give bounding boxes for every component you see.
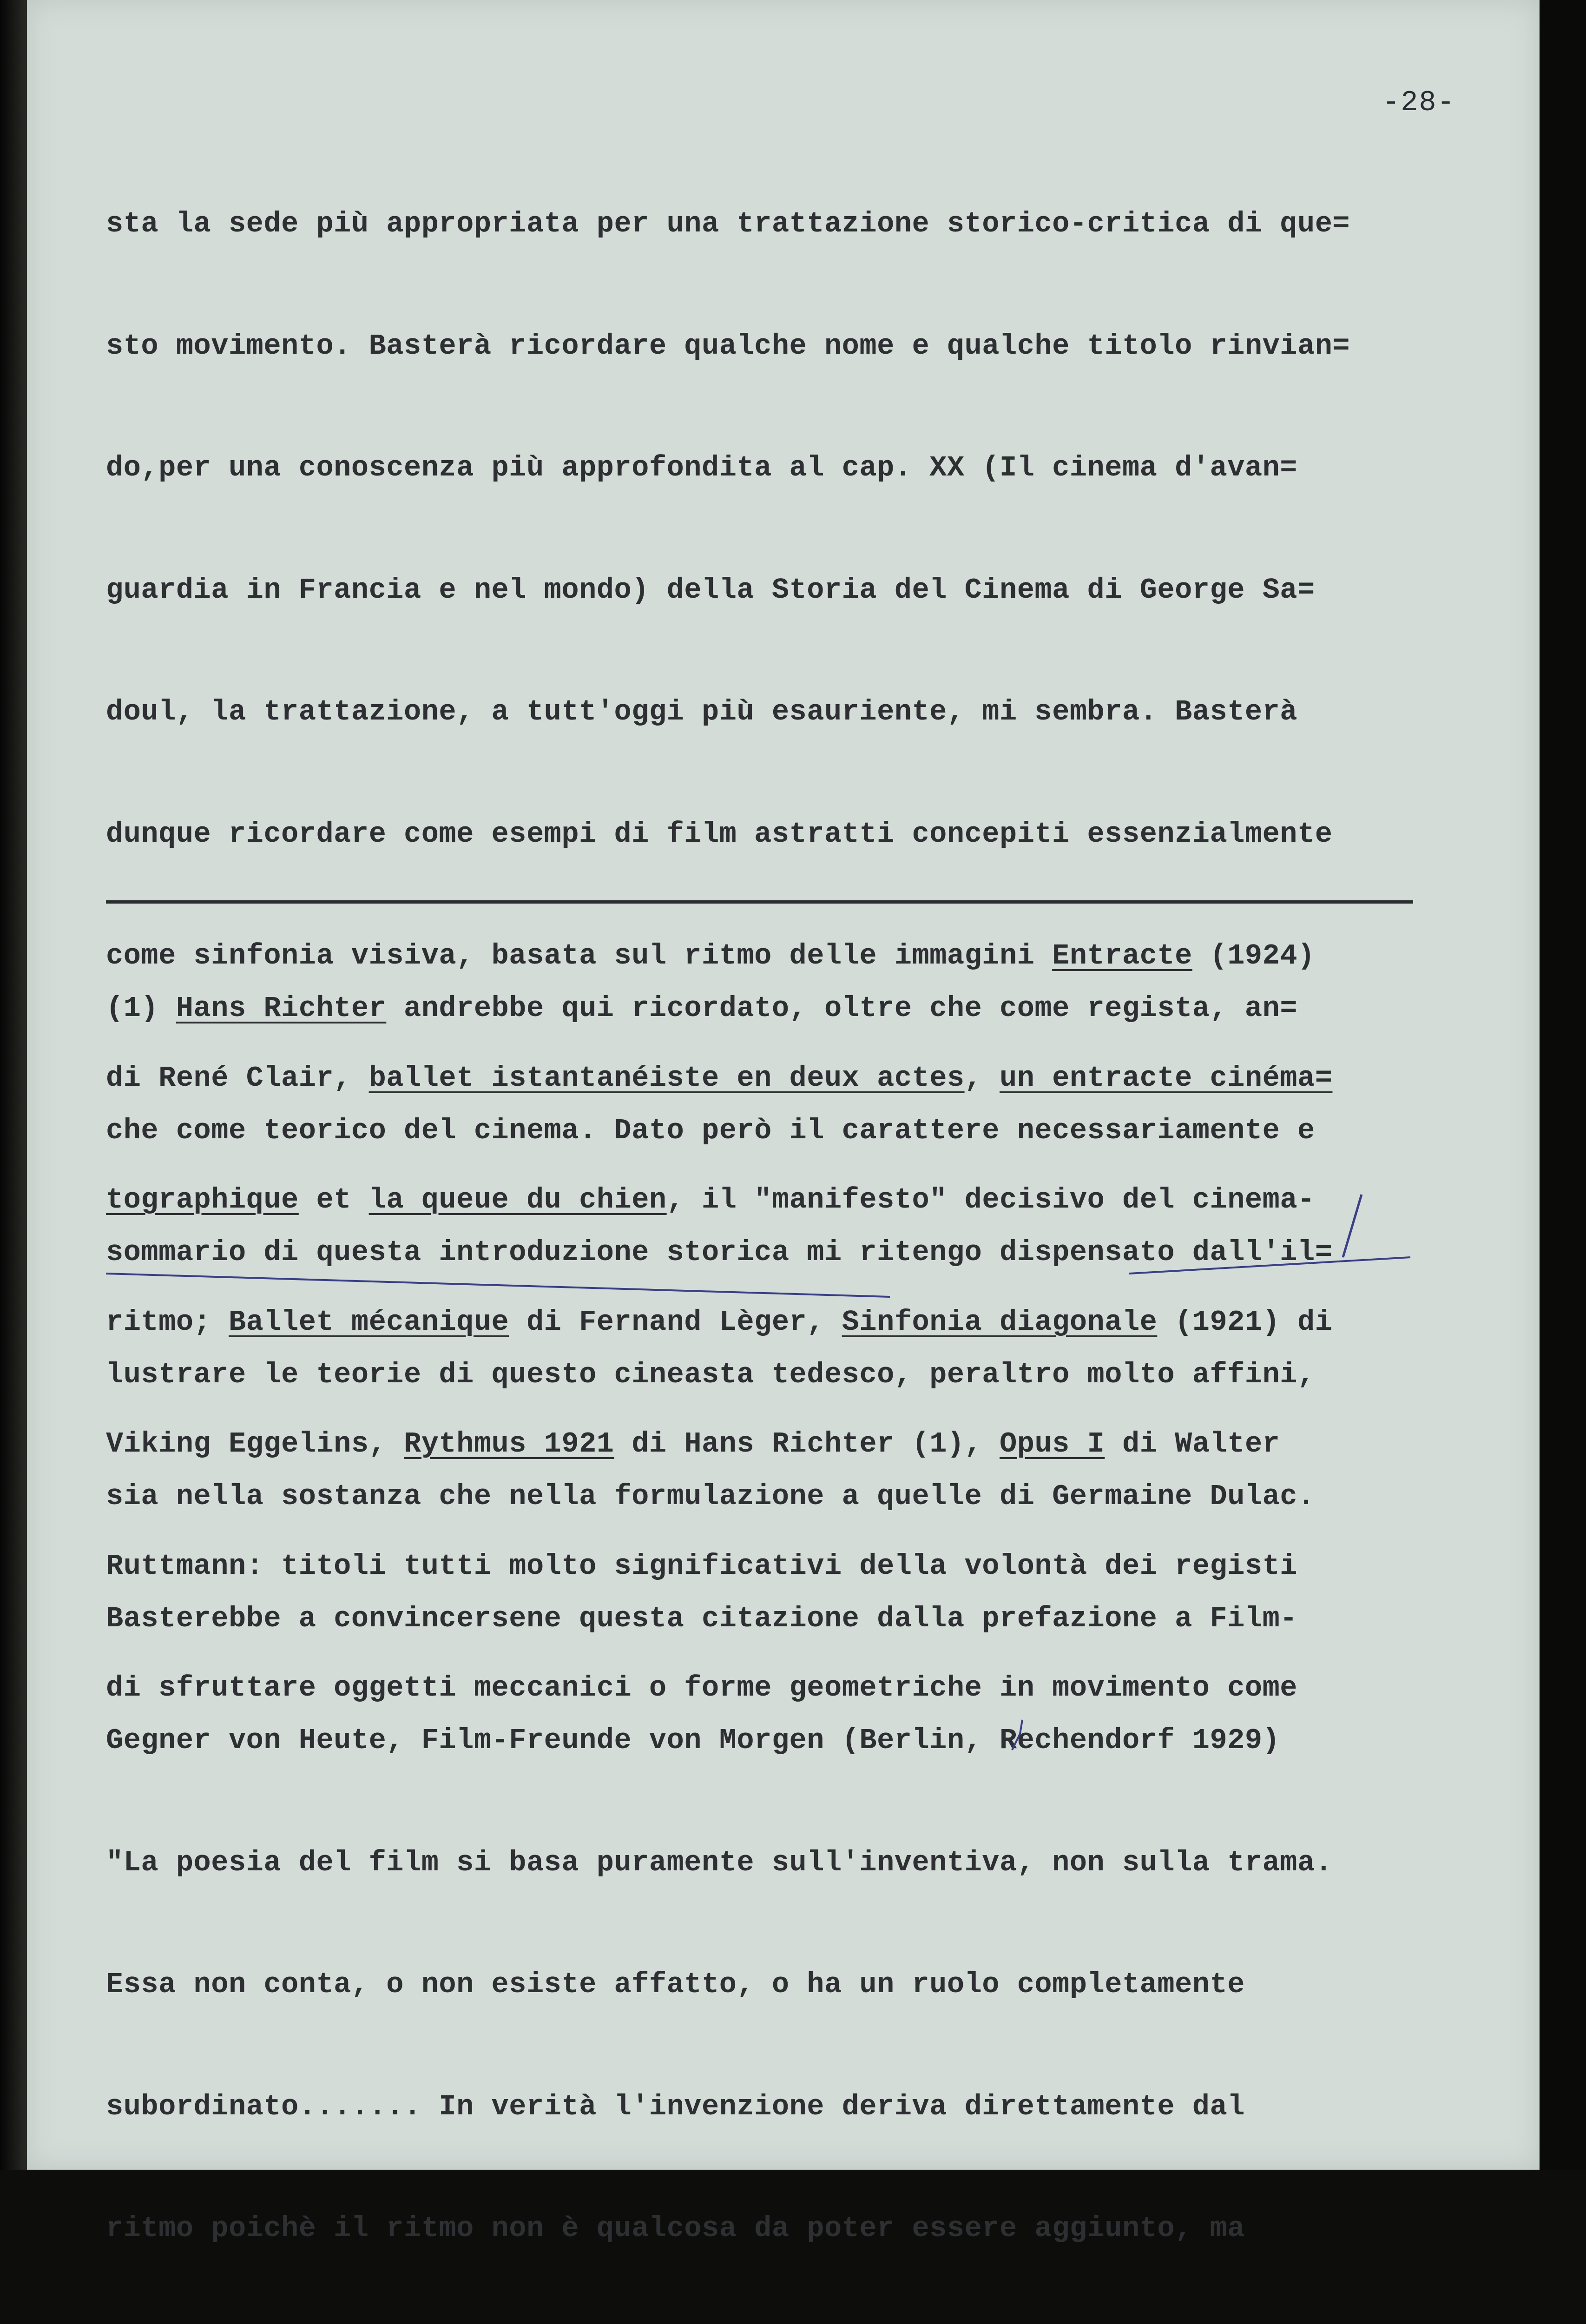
- body-line-4: guardia in Francia e nel mondo) della Storia del Cinema di George Sa=: [106, 562, 1350, 619]
- body-line-7-text: come sinfonia visiva, basata sul ritmo delle immagini: [106, 939, 1052, 972]
- page-edge-background: [1540, 0, 1586, 2170]
- body-line-3: do,per una conoscenza più approfondita al cap. XX (Il cinema d'avan=: [106, 440, 1350, 496]
- film-title-opus: Opus I: [1000, 1427, 1105, 1460]
- footnote-line-4: lustrare le teorie di questo cineasta tedesco, peraltro molto affini,: [106, 1347, 1332, 1403]
- footnote-line-11: ritmo poichè il ritmo non è qualcosa da poter essere aggiunto, ma: [106, 2201, 1332, 2257]
- footnote-separator: [106, 900, 1413, 904]
- film-title-tographique: tographique: [106, 1183, 299, 1216]
- film-title-ballet-mecanique: Ballet mécanique: [229, 1306, 509, 1339]
- body-line-12: Ruttmann: titoli tutti molto significativi della volontà dei registi: [106, 1538, 1350, 1595]
- film-title-ballet-istantaneiste: ballet istantanéiste en deux actes: [369, 1062, 965, 1095]
- body-line-8: di René Clair, ballet istantanéiste en deux actes, un entracte cinéma=: [106, 1050, 1350, 1107]
- body-line-9: tographique et la queue du chien, il "manifesto" decisivo del cinema-: [106, 1172, 1350, 1228]
- film-title-un-entracte: un entracte cinéma=: [1000, 1062, 1332, 1095]
- footnote-line-7: Gegner von Heute, Film-Freunde von Morgen (Berlin, Rechendorf 1929): [106, 1713, 1332, 1769]
- body-line-13: di sfruttare oggetti meccanici o forme geometriche in movimento come: [106, 1660, 1350, 1717]
- footnote-line-5: sia nella sostanza che nella formulazione a quelle di Germaine Dulac.: [106, 1469, 1332, 1525]
- body-line-6: dunque ricordare come esempi di film astratti concepiti essenzialmente: [106, 806, 1350, 863]
- page-number: -28-: [1382, 86, 1455, 119]
- footnote-line-8: "La poesia del film si basa puramente sull'inventiva, non sulla trama.: [106, 1835, 1332, 1891]
- name-hans-richter: Hans Richter: [176, 992, 386, 1025]
- body-line-5: doul, la trattazione, a tutt'oggi più esauriente, mi sembra. Basterà: [106, 684, 1350, 740]
- footnote-line-10: subordinato....... In verità l'invenzione deriva direttamente dal: [106, 2079, 1332, 2135]
- footnote-paragraph: [106, 915, 1332, 2324]
- footnote-line-2: che come teorico del cinema. Dato però il carattere necessariamente e: [106, 1103, 1332, 1159]
- film-title-entracte: Entracte: [1052, 939, 1192, 972]
- body-line-1: sta la sede più appropriata per una trattazione storico-critica di que=: [106, 196, 1350, 252]
- film-title-rythmus: Rythmus 1921: [404, 1427, 614, 1460]
- body-line-11: Viking Eggelins, Rythmus 1921 di Hans Richter (1), Opus I di Walter: [106, 1416, 1350, 1472]
- footnote-line-3: sommario di questa introduzione storica mi ritengo dispensato dall'il=: [106, 1225, 1332, 1281]
- film-title-la-queue: la queue du chien: [369, 1183, 667, 1216]
- body-line-10: ritmo; Ballet mécanique di Fernand Lèger, Sinfonia diagonale (1921) di: [106, 1294, 1350, 1351]
- book-spine-shadow: [0, 0, 27, 2170]
- footnote-line-9: Essa non conta, o non esiste affatto, o ha un ruolo completamente: [106, 1957, 1332, 2013]
- footnote-line-1: (1) Hans Richter andrebbe qui ricordato, oltre che come regista, an=: [106, 981, 1332, 1037]
- body-line-2: sto movimento. Basterà ricordare qualche nome e qualche titolo rinvian=: [106, 318, 1350, 375]
- footnote-line-6: Basterebbe a convincersene questa citazione dalla prefazione a Film-: [106, 1591, 1332, 1647]
- body-line-8-text: di René Clair,: [106, 1062, 369, 1095]
- film-title-sinfonia-diagonale: Sinfonia diagonale: [842, 1306, 1158, 1339]
- body-line-7-tail: (1924): [1192, 939, 1315, 972]
